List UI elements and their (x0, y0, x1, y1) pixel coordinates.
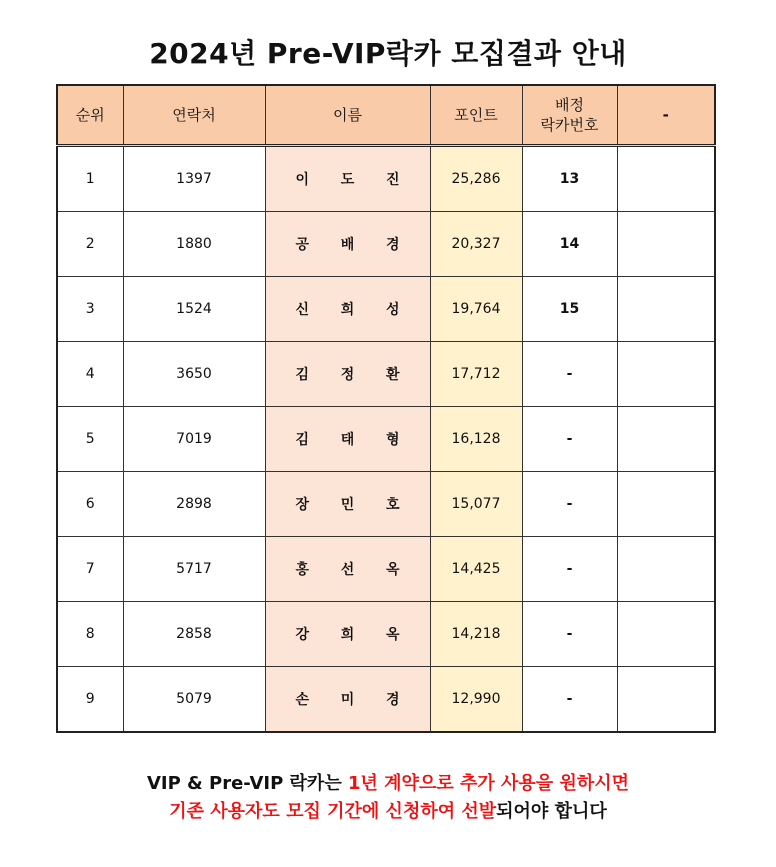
name-cell (265, 602, 430, 667)
name-char: 장 (295, 497, 310, 513)
name-char: 김 (295, 367, 310, 383)
header-contact: 연락처 (123, 85, 265, 146)
table-row (57, 212, 715, 277)
locker-cell: - (522, 342, 617, 407)
name-char: 희 (340, 302, 355, 318)
points-cell: 16,128 (430, 407, 522, 472)
name-cell (265, 212, 430, 277)
contact-cell: 5079 (123, 667, 265, 733)
name-char: 배 (340, 237, 355, 253)
contact-cell: 3650 (123, 342, 265, 407)
extra-cell (617, 407, 715, 472)
rank-cell: 1 (57, 146, 123, 212)
points-cell: 17,712 (430, 342, 522, 407)
rank-cell: 8 (57, 602, 123, 667)
name-char: 손 (295, 692, 310, 708)
locker-cell: 13 (522, 146, 617, 212)
name-char: 선 (340, 562, 355, 578)
name-char: 공 (295, 237, 310, 253)
name-char: 신 (295, 302, 310, 318)
header-points: 포인트 (430, 85, 522, 146)
table-row (57, 277, 715, 342)
extra-cell (617, 602, 715, 667)
extra-cell (617, 667, 715, 733)
rank-cell: 4 (57, 342, 123, 407)
name-char: 환 (385, 367, 400, 383)
locker-cell: - (522, 602, 617, 667)
notice-line-2-red: 기존 사용자도 모집 기간에 신청하여 선발 (169, 801, 497, 822)
contact-cell: 7019 (123, 407, 265, 472)
header-rank: 순위 (57, 85, 123, 146)
name-char: 희 (340, 627, 355, 643)
name-char: 홍 (295, 562, 310, 578)
name-char: 정 (340, 367, 355, 383)
locker-cell: - (522, 537, 617, 602)
points-cell: 19,764 (430, 277, 522, 342)
extra-cell (617, 472, 715, 537)
header-locker-line1: 배정 (555, 96, 584, 114)
rank-cell: 2 (57, 212, 123, 277)
extra-cell (617, 212, 715, 277)
extra-cell (617, 342, 715, 407)
name-chars (266, 559, 430, 579)
contact-cell: 1880 (123, 212, 265, 277)
name-char: 김 (295, 432, 310, 448)
notice-line-2-black: 되어야 합니다 (496, 801, 607, 822)
contact-cell: 5717 (123, 537, 265, 602)
contact-cell: 2898 (123, 472, 265, 537)
name-cell (265, 667, 430, 733)
rank-cell: 3 (57, 277, 123, 342)
extra-cell (617, 146, 715, 212)
name-cell (265, 537, 430, 602)
name-char: 강 (295, 627, 310, 643)
table-row (57, 407, 715, 472)
name-char: 경 (385, 237, 400, 253)
table-row (57, 602, 715, 667)
points-cell: 12,990 (430, 667, 522, 733)
points-cell: 25,286 (430, 146, 522, 212)
locker-cell: - (522, 407, 617, 472)
name-char: 성 (385, 302, 400, 318)
name-char: 민 (340, 497, 355, 513)
notice-line-1-red: 1년 계약으로 추가 사용을 원하시면 (347, 773, 630, 794)
name-char: 미 (340, 692, 355, 708)
rank-cell: 6 (57, 472, 123, 537)
notice-line-2 (0, 798, 776, 826)
rank-cell: 7 (57, 537, 123, 602)
name-char: 호 (385, 497, 400, 513)
points-cell: 20,327 (430, 212, 522, 277)
notice-line-1-black: VIP & Pre-VIP 락카는 (146, 773, 348, 794)
header-extra: - (617, 85, 715, 146)
name-chars (266, 689, 430, 709)
extra-cell (617, 537, 715, 602)
name-chars (266, 364, 430, 384)
header-locker-line2: 락카번호 (540, 116, 599, 134)
name-chars (266, 429, 430, 449)
points-cell: 14,425 (430, 537, 522, 602)
notice-line-1 (0, 770, 776, 798)
results-table (56, 84, 716, 733)
page-title: 2024년 Pre-VIP락카 모집결과 안내 (149, 37, 627, 70)
name-char: 옥 (385, 562, 400, 578)
name-chars (266, 299, 430, 319)
name-cell (265, 146, 430, 212)
name-chars (266, 169, 430, 189)
table-row (57, 667, 715, 733)
table-row (57, 537, 715, 602)
name-char: 형 (385, 432, 400, 448)
name-char: 이 (295, 172, 310, 188)
name-cell (265, 277, 430, 342)
name-char: 태 (340, 432, 355, 448)
name-chars (266, 494, 430, 514)
locker-cell: - (522, 667, 617, 733)
name-cell (265, 342, 430, 407)
locker-cell: 15 (522, 277, 617, 342)
rank-cell: 9 (57, 667, 123, 733)
locker-cell: 14 (522, 212, 617, 277)
header-locker (522, 85, 617, 146)
header-name: 이름 (265, 85, 430, 146)
table-row (57, 472, 715, 537)
name-cell (265, 407, 430, 472)
name-char: 도 (340, 172, 355, 188)
name-chars (266, 234, 430, 254)
contact-cell: 1397 (123, 146, 265, 212)
table-row (57, 146, 715, 212)
rank-cell: 5 (57, 407, 123, 472)
contact-cell: 2858 (123, 602, 265, 667)
table-row (57, 342, 715, 407)
name-cell (265, 472, 430, 537)
name-char: 경 (385, 692, 400, 708)
locker-cell: - (522, 472, 617, 537)
name-char: 옥 (385, 627, 400, 643)
extra-cell (617, 277, 715, 342)
contact-cell: 1524 (123, 277, 265, 342)
points-cell: 15,077 (430, 472, 522, 537)
table-header-row (57, 85, 715, 146)
points-cell: 14,218 (430, 602, 522, 667)
name-char: 진 (385, 172, 400, 188)
name-chars (266, 624, 430, 644)
